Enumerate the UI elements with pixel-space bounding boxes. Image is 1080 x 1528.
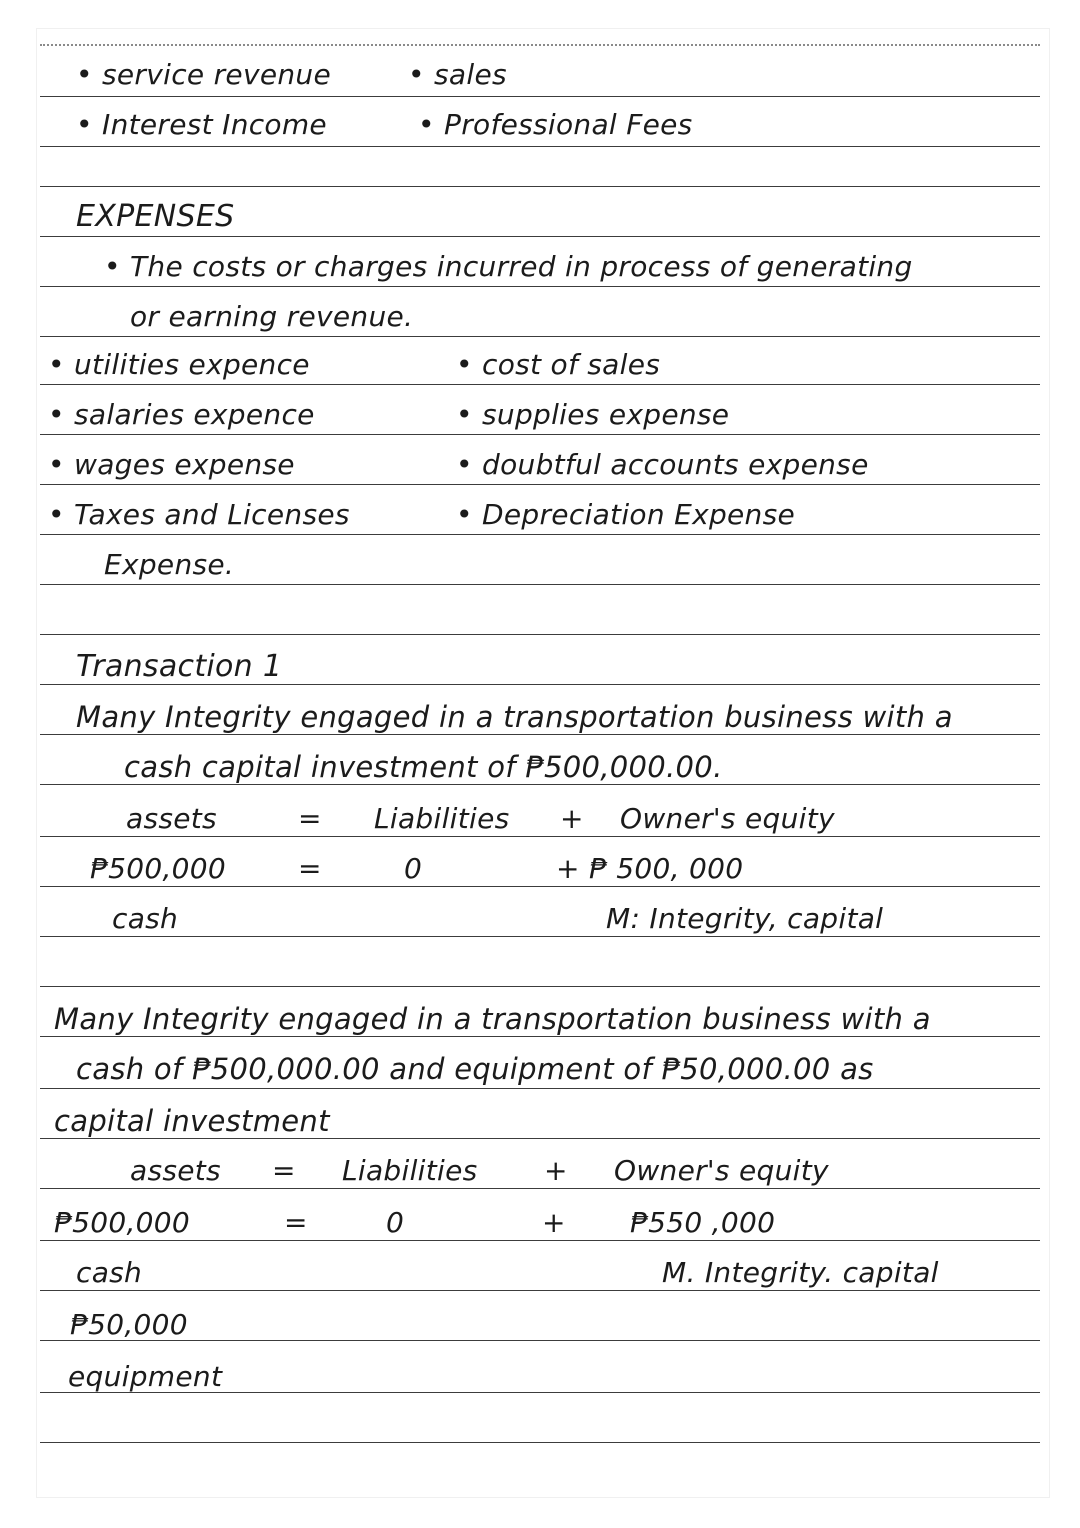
expense-item-utilities: • utilities expence	[48, 348, 310, 381]
rule-line	[40, 784, 1040, 785]
expense-item-doubtful-accounts: • doubtful accounts expense	[456, 448, 869, 481]
rule-line	[40, 986, 1040, 987]
rule-line	[40, 236, 1040, 237]
t2-val-assets2: ₱50,000	[70, 1308, 188, 1341]
t1-eq-equals: =	[298, 802, 322, 835]
rule-line	[40, 484, 1040, 485]
expenses-definition-line2: or earning revenue.	[130, 300, 414, 333]
revenue-item-professional-fees: • Professional Fees	[418, 108, 693, 141]
rule-line	[40, 1240, 1040, 1241]
rule-line	[40, 146, 1040, 147]
t2-label-equity: M. Integrity. capital	[662, 1256, 939, 1289]
transaction1-desc-line1: Many Integrity engaged in a transportation business with a	[76, 700, 953, 734]
rule-line	[40, 836, 1040, 837]
t1-label-equity: M: Integrity, capital	[606, 902, 884, 935]
rule-line	[40, 1290, 1040, 1291]
t1-val-assets: ₱500,000	[90, 852, 227, 885]
t2-eq-equity: Owner's equity	[614, 1154, 829, 1187]
revenue-item-sales: • sales	[408, 58, 507, 91]
t1-eq-equity: Owner's equity	[620, 802, 835, 835]
t1-label-assets: cash	[112, 902, 179, 935]
t1-eq-liabilities: Liabilities	[374, 802, 510, 835]
expense-item-taxes: • Taxes and Licenses	[48, 498, 350, 531]
rule-line	[40, 1088, 1040, 1089]
rule-line	[40, 96, 1040, 97]
expense-item-supplies: • supplies expense	[456, 398, 730, 431]
t2-label-assets: cash	[76, 1256, 143, 1289]
rule-line	[40, 1188, 1040, 1189]
t2-label-assets2: equipment	[68, 1360, 223, 1393]
rule-line	[40, 434, 1040, 435]
rule-line	[40, 1340, 1040, 1341]
revenue-item-service: • service revenue	[76, 58, 331, 91]
transaction1-desc-line2: cash capital investment of ₱500,000.00.	[124, 750, 723, 784]
t2-eq-liabilities: Liabilities	[342, 1154, 478, 1187]
rule-line	[40, 936, 1040, 937]
rule-line	[40, 886, 1040, 887]
transaction2-desc-line2: cash of ₱500,000.00 and equipment of ₱50,000.00 as	[76, 1052, 874, 1086]
t2-eq-assets: assets	[130, 1154, 221, 1187]
t2-eq-plus: +	[544, 1154, 568, 1187]
rule-line	[40, 186, 1040, 187]
expenses-definition-line1: • The costs or charges incurred in process of generating	[104, 250, 913, 283]
rule-line	[40, 286, 1040, 287]
t1-eq-assets: assets	[126, 802, 217, 835]
rule-line	[40, 734, 1040, 735]
revenue-item-interest: • Interest Income	[76, 108, 327, 141]
rule-line	[40, 634, 1040, 635]
t2-val-equals: =	[284, 1206, 308, 1239]
rule-line	[40, 1442, 1040, 1443]
expense-item-salaries: • salaries expence	[48, 398, 315, 431]
t1-val-liabilities: 0	[404, 852, 423, 885]
rule-line	[40, 384, 1040, 385]
expenses-heading: EXPENSES	[76, 199, 235, 234]
t2-val-liabilities: 0	[386, 1206, 405, 1239]
t1-val-equals: =	[298, 852, 322, 885]
t2-val-plus: +	[542, 1206, 566, 1239]
top-rule	[40, 44, 1040, 46]
t2-val-assets: ₱500,000	[54, 1206, 191, 1239]
rule-line	[40, 534, 1040, 535]
t1-eq-plus: +	[560, 802, 584, 835]
transaction2-desc-line1: Many Integrity engaged in a transportation business with a	[54, 1002, 931, 1036]
transaction2-desc-line3: capital investment	[54, 1104, 330, 1138]
t1-val-equity: + ₱ 500, 000	[556, 852, 744, 885]
rule-line	[40, 1036, 1040, 1037]
expense-item-wages: • wages expense	[48, 448, 295, 481]
expense-item-taxes-cont: Expense.	[104, 548, 235, 581]
expense-item-depreciation: • Depreciation Expense	[456, 498, 796, 531]
t2-val-equity: ₱550 ,000	[630, 1206, 776, 1239]
rule-line	[40, 336, 1040, 337]
t2-eq-equals: =	[272, 1154, 296, 1187]
transaction1-heading: Transaction 1	[76, 649, 283, 684]
rule-line	[40, 684, 1040, 685]
rule-line	[40, 1138, 1040, 1139]
rule-line	[40, 584, 1040, 585]
expense-item-cost-of-sales: • cost of sales	[456, 348, 661, 381]
